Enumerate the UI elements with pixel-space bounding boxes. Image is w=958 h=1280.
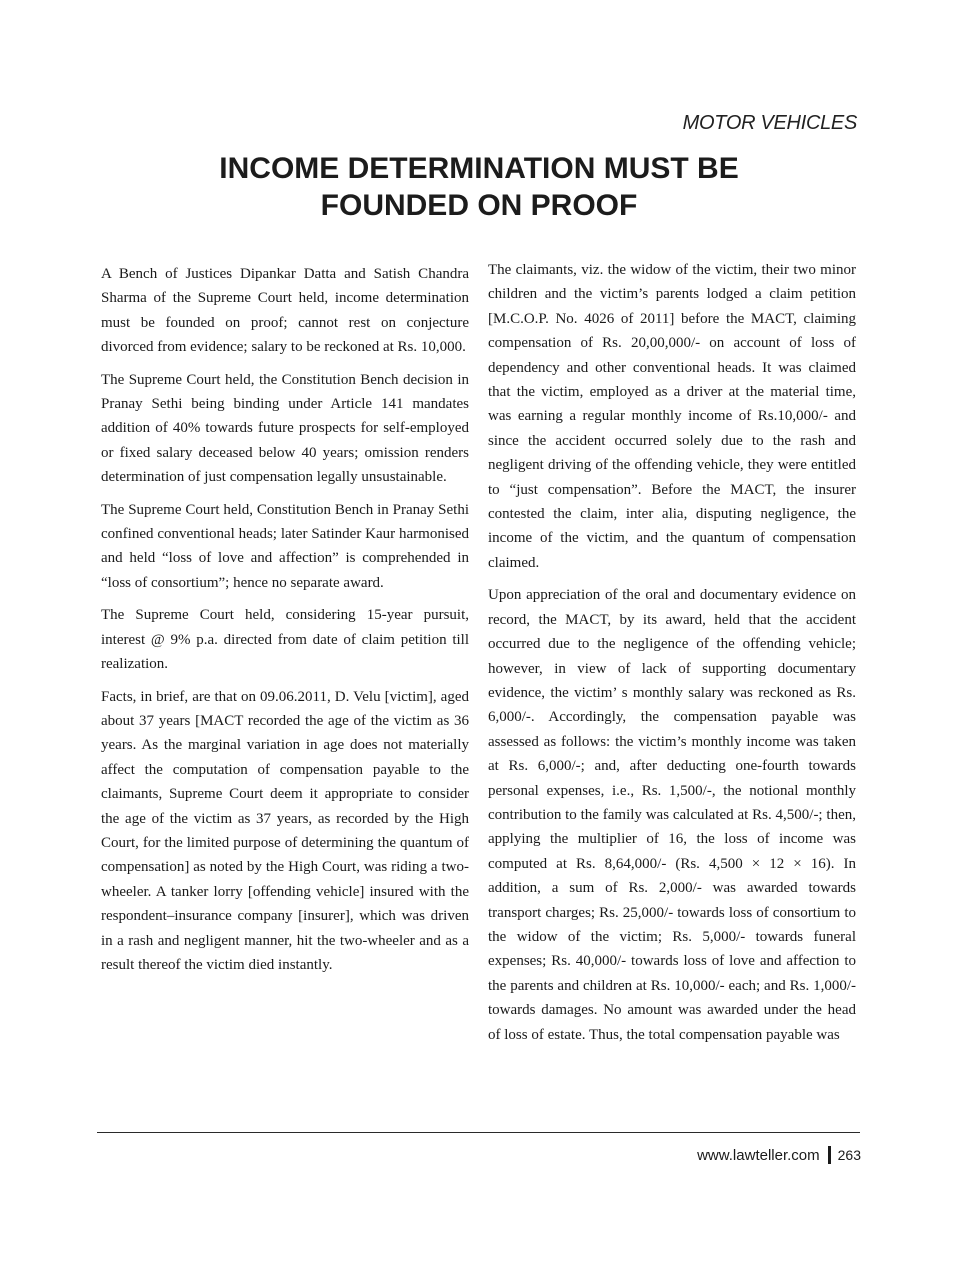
summary-paragraph-3: The Supreme Court held, Constitution Bench in Pranay Sethi confined conventional heads; later Satinder Kaur harmonised and held “loss of love and affection” is comprehended in “loss of consortium”; hence no separate award. [101,501,469,591]
website-link[interactable]: www.lawteller.com [697,1146,820,1164]
summary-paragraph-4: The Supreme Court held, considering 15-year pursuit, interest @ 9% p.a. directed from date of claim petition till realization. [101,607,469,673]
summary-paragraph-1: A Bench of Justices Dipankar Datta and Satish Chandra Sharma of the Supreme Court held, income determination must be founded on proof; cannot rest on conjecture divorced from evidence; salary to be reckoned at Rs. 10,000. [101,266,469,356]
page-footer [697,1146,861,1164]
summary-paragraph-2: The Supreme Court held, the Constitution Bench decision in Pranay Sethi being binding under Article 141 mandates addition of 40% towards future prospects for self-employed or fixed salary deceased below 40 years; omission renders determination of just compensation legally unsustainable. [101,371,469,486]
section-label: MOTOR VEHICLES [682,112,857,134]
award-paragraph: Upon appreciation of the oral and documentary evidence on record, the MACT, by its award, held that the accident occurred due to the negligence of the offending vehicle; however, in view of lack of supporting documentary evidence, the victim’ s monthly salary was reckoned as Rs. 6,000/-. Accordingly, the compensation payable was assessed as follows: the victim’s monthly income was taken at Rs. 6,000/-; and, after deducting one-fourth towards personal expenses, i.e., Rs. 1,500/-, the notional monthly contribution to the family was calculated at Rs. 4,500/-; then, applying the multiplier of 16, the loss of income was computed at Rs. 8,64,000/- (Rs. 4,500 × 12 × 16). In addition, a sum of Rs. 2,000/- was awarded towards transport charges; Rs. 25,000/- towards loss of consortium to the widow of the victim; Rs. 5,000/- towards funeral expenses; Rs. 40,000/- towards loss of love and affection to the parents and children at Rs. 10,000/- each; and Rs. 1,000/- towards damages. No amount was awarded under the head of loss of estate. Thus, the total compensation payable was [488,587,856,1043]
title-line-2: FOUNDED ON PROOF [320,189,638,222]
footer-rule [97,1132,860,1133]
facts-paragraph: Facts, in brief, are that on 09.06.2011, D. Velu [victim], aged about 37 years [MACT recorded the age of the victim as 36 years. As the marginal variation in age does not materially affect the computation of compensation payable to the claimants, Supreme Court deem it appropriate to consider the age of the victim as 37 years, as recorded by the High Court, for the limited purpose of determining the quantum of compensation] as noted by the High Court, was riding a two-wheeler. A tanker lorry [offending vehicle] insured with the respondent–insurance company [insurer], which was driven in a rash and negligent manner, hit the two-wheeler and as a result thereof the victim died instantly. [101,688,469,973]
page-number: 263 [837,1147,861,1163]
claim-paragraph: The claimants, viz. the widow of the victim, their two minor children and the victim’s parents lodged a claim petition [M.C.O.P. No. 4026 of 2011] before the MACT, claiming compensation of Rs. 20,00,000/- on account of loss of dependency and other conventional heads. It was claimed that the victim, employed as a driver at the material time, was earning a regular monthly income of Rs.10,000/- and since the accident occurred solely due to the rash and negligent driving of the offending vehicle, they were entitled to “just compensation”. Before the MACT, the insurer contested the claim, inter alia, disputing negligence, the income of the victim, and the quantum of compensation claimed. [488,262,856,571]
footer-separator [828,1146,831,1164]
right-column [488,258,856,1055]
article-title [100,150,858,224]
title-line-1: INCOME DETERMINATION MUST BE [219,152,739,185]
left-column [101,262,469,985]
